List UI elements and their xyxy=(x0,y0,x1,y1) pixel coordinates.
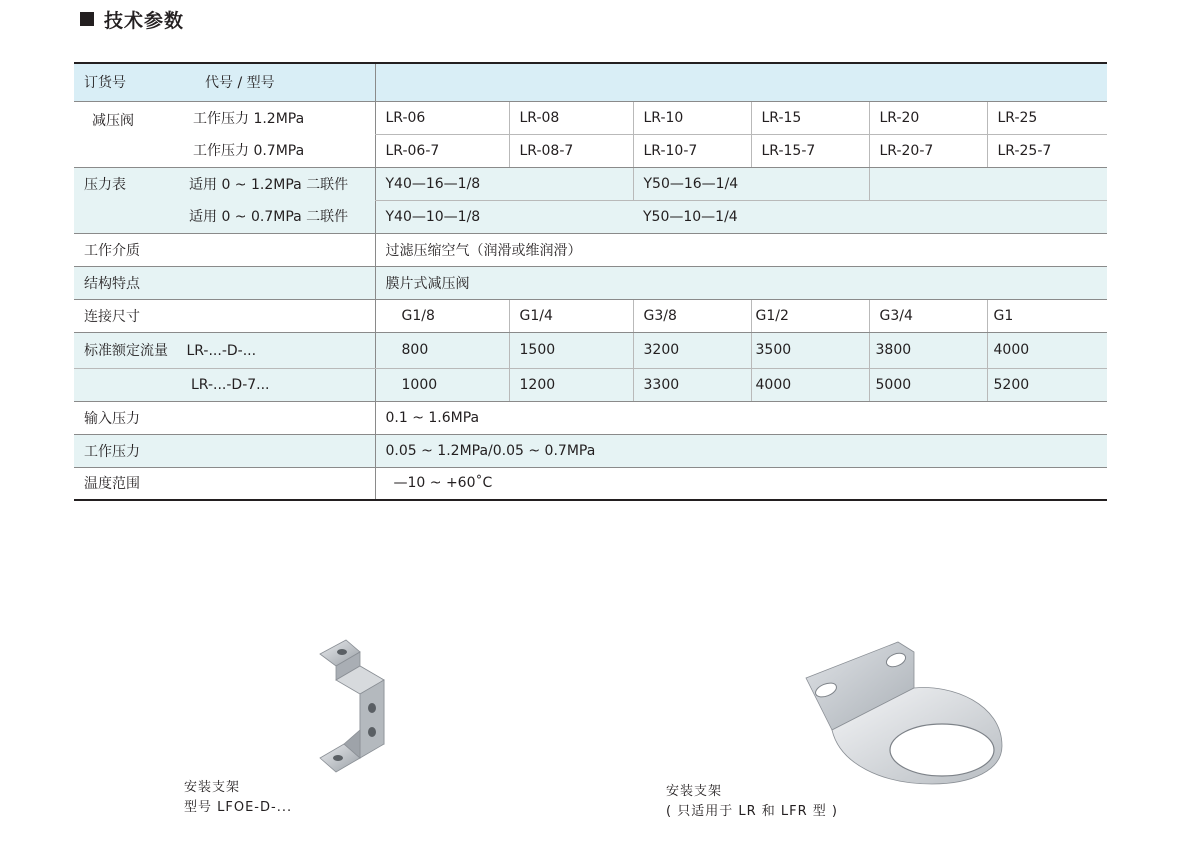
right-caption xyxy=(666,782,838,822)
valve-row-1 xyxy=(74,101,1107,134)
connection-size-1: G1/8 xyxy=(375,299,509,332)
flow-val-1-6: 4000 xyxy=(987,332,1107,368)
flow-val-2-3: 3300 xyxy=(633,368,751,401)
left-caption xyxy=(184,778,292,818)
medium-value: 过滤压缩空气（润滑或维润滑） xyxy=(375,233,1107,266)
gauge-val-1-2: Y50—16—1/4 xyxy=(633,167,869,200)
flow-val-2-2: 1200 xyxy=(509,368,633,401)
flow-val-2-1: 1000 xyxy=(375,368,509,401)
flow-val-1-1: 800 xyxy=(375,332,509,368)
temperature-row xyxy=(74,467,1107,500)
connection-size-2: G1/4 xyxy=(509,299,633,332)
structure-row xyxy=(74,266,1107,299)
gauge-val-1-1: Y40—16—1/8 xyxy=(375,167,633,200)
header-order-no: 订货号 xyxy=(74,63,179,101)
left-caption-line-1: 安装支架 xyxy=(184,780,241,795)
valve-cond-1: 工作压力 1.2MPa xyxy=(193,110,305,127)
left-caption-line-2: 型号 LFOE-D-... xyxy=(184,800,293,815)
gauge-val-2-2: Y50—10—1/4 xyxy=(633,200,1107,233)
valve-model-2-3: LR-10-7 xyxy=(633,134,751,167)
connection-label: 连接尺寸 xyxy=(74,299,179,332)
work-pressure-row xyxy=(74,434,1107,467)
temperature-value: —10 ~ +60˚C xyxy=(375,467,1107,500)
work-pressure-value: 0.05 ~ 1.2MPa/0.05 ~ 0.7MPa xyxy=(375,434,1107,467)
valve-model-1-3: LR-10 xyxy=(633,101,751,134)
square-bullet-icon xyxy=(80,12,94,26)
medium-label: 工作介质 xyxy=(74,233,179,266)
valve-row-2 xyxy=(74,134,1107,167)
structure-value: 膜片式减压阀 xyxy=(375,266,1107,299)
gauge-row-2 xyxy=(74,200,1107,233)
connection-size-3: G3/8 xyxy=(633,299,751,332)
connection-size-6: G1 xyxy=(987,299,1107,332)
gauge-val-2-1: Y40—10—1/8 xyxy=(375,200,633,233)
medium-row xyxy=(74,233,1107,266)
section-title-text: 技术参数 xyxy=(104,9,185,32)
flow-code-2: LR-...-D-7... xyxy=(179,368,375,401)
valve-model-1-6: LR-25 xyxy=(987,101,1107,134)
valve-cond-2: 工作压力 0.7MPa xyxy=(179,134,375,167)
flow-row-2 xyxy=(74,368,1107,401)
valve-label: 减压阀 xyxy=(74,101,179,167)
valve-model-1-1: LR-06 xyxy=(375,101,509,134)
gauge-label: 压力表 xyxy=(74,167,179,233)
valve-model-2-4: LR-15-7 xyxy=(751,134,869,167)
valve-model-2-1: LR-06-7 xyxy=(375,134,509,167)
input-pressure-row xyxy=(74,401,1107,434)
right-caption-line-2: ( 只适用于 LR 和 LFR 型 ) xyxy=(666,804,838,819)
input-pressure-label: 输入压力 xyxy=(74,401,179,434)
connection-size-4: G1/2 xyxy=(751,299,869,332)
connection-row xyxy=(74,299,1107,332)
flow-code-1: LR-...-D-... xyxy=(186,343,257,359)
connection-size-5: G3/4 xyxy=(869,299,987,332)
valve-model-2-2: LR-08-7 xyxy=(509,134,633,167)
flow-row-1 xyxy=(74,332,1107,368)
structure-label: 结构特点 xyxy=(74,266,179,299)
gauge-cond-2: 适用 0 ~ 0.7MPa 二联件 xyxy=(179,200,375,233)
flow-val-2-6: 5200 xyxy=(987,368,1107,401)
flow-val-1-2: 1500 xyxy=(509,332,633,368)
input-pressure-value: 0.1 ~ 1.6MPa xyxy=(375,401,1107,434)
flow-val-1-5: 3800 xyxy=(869,332,987,368)
header-code-model: 代号 / 型号 xyxy=(179,63,375,101)
flow-val-2-4: 4000 xyxy=(751,368,869,401)
temperature-label: 温度范围 xyxy=(74,467,179,500)
gauge-val-1-blank xyxy=(869,167,1107,200)
flow-val-1-4: 3500 xyxy=(751,332,869,368)
ring-bracket-image xyxy=(802,638,1006,788)
right-caption-line-1: 安装支架 xyxy=(666,784,723,799)
spec-table xyxy=(74,62,1107,501)
flow-val-1-3: 3200 xyxy=(633,332,751,368)
flow-label: 标准额定流量 xyxy=(84,343,168,359)
flow-label-cell xyxy=(74,332,375,368)
header-blank xyxy=(375,63,1107,101)
header-row xyxy=(74,63,1107,101)
flow-val-2-5: 5000 xyxy=(869,368,987,401)
valve-model-1-4: LR-15 xyxy=(751,101,869,134)
work-pressure-label: 工作压力 xyxy=(74,434,179,467)
valve-model-2-6: LR-25-7 xyxy=(987,134,1107,167)
valve-model-2-5: LR-20-7 xyxy=(869,134,987,167)
z-bracket-image xyxy=(312,636,392,776)
gauge-cond-1: 适用 0 ~ 1.2MPa 二联件 xyxy=(179,167,375,200)
section-title xyxy=(80,4,184,34)
gauge-row-1 xyxy=(74,167,1107,200)
valve-model-1-2: LR-08 xyxy=(509,101,633,134)
valve-model-1-5: LR-20 xyxy=(869,101,987,134)
